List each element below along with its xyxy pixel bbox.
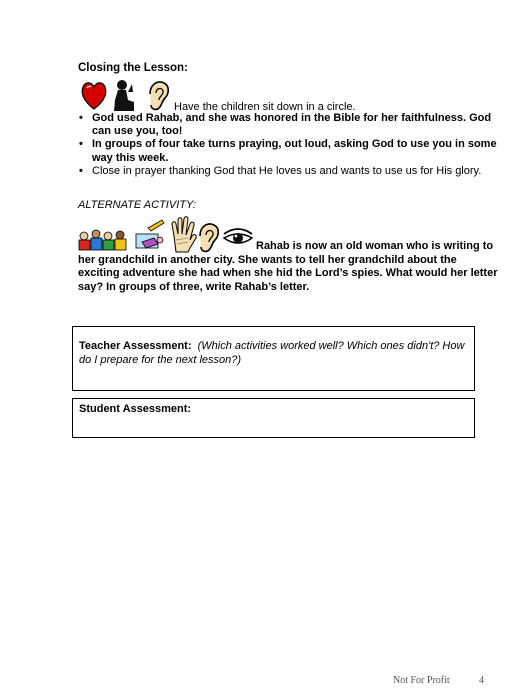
closing-bullet-list bbox=[78, 112, 498, 178]
teacher-assessment-question: (Which activities worked well? Which ones didn't? How do I prepare for the next lesson?) bbox=[79, 340, 465, 366]
list-item: • God used Rahab, and she was honored in the Bible for her faithfulness. God can use you, too! bbox=[78, 112, 498, 138]
heart-icon bbox=[82, 83, 106, 109]
alternate-activity-heading: ALTERNATE ACTIVITY: bbox=[78, 199, 196, 211]
student-assessment-box[interactable] bbox=[72, 398, 475, 438]
teacher-assessment-box[interactable] bbox=[72, 326, 475, 391]
page-number: 4 bbox=[479, 675, 484, 686]
list-item: • Close in prayer thanking God that He loves us and wants to use us for His glory. bbox=[78, 165, 498, 178]
closing-intro: Have the children sit down in a circle. bbox=[174, 101, 356, 113]
student-assessment-label: Student Assessment: bbox=[79, 403, 192, 415]
footer-text: Not For Profit bbox=[393, 675, 450, 686]
ear-icon bbox=[150, 82, 168, 109]
alternate-activity-text: Rahab is now an old woman who is writing to her grandchild in another city. She wants to tell her grandchild about the exciting adventure she had when she hid the Lord’s spies. What would her letter say? In groups of three, write Rahab’s letter. bbox=[78, 240, 498, 293]
closing-icons bbox=[80, 78, 175, 112]
teacher-assessment-label: Teacher Assessment: bbox=[79, 340, 192, 352]
list-item: • In groups of four take turns praying, out loud, asking God to use you in some way this week. bbox=[78, 138, 498, 164]
closing-heading: Closing the Lesson: bbox=[78, 62, 188, 74]
praying-child-icon bbox=[114, 80, 134, 111]
